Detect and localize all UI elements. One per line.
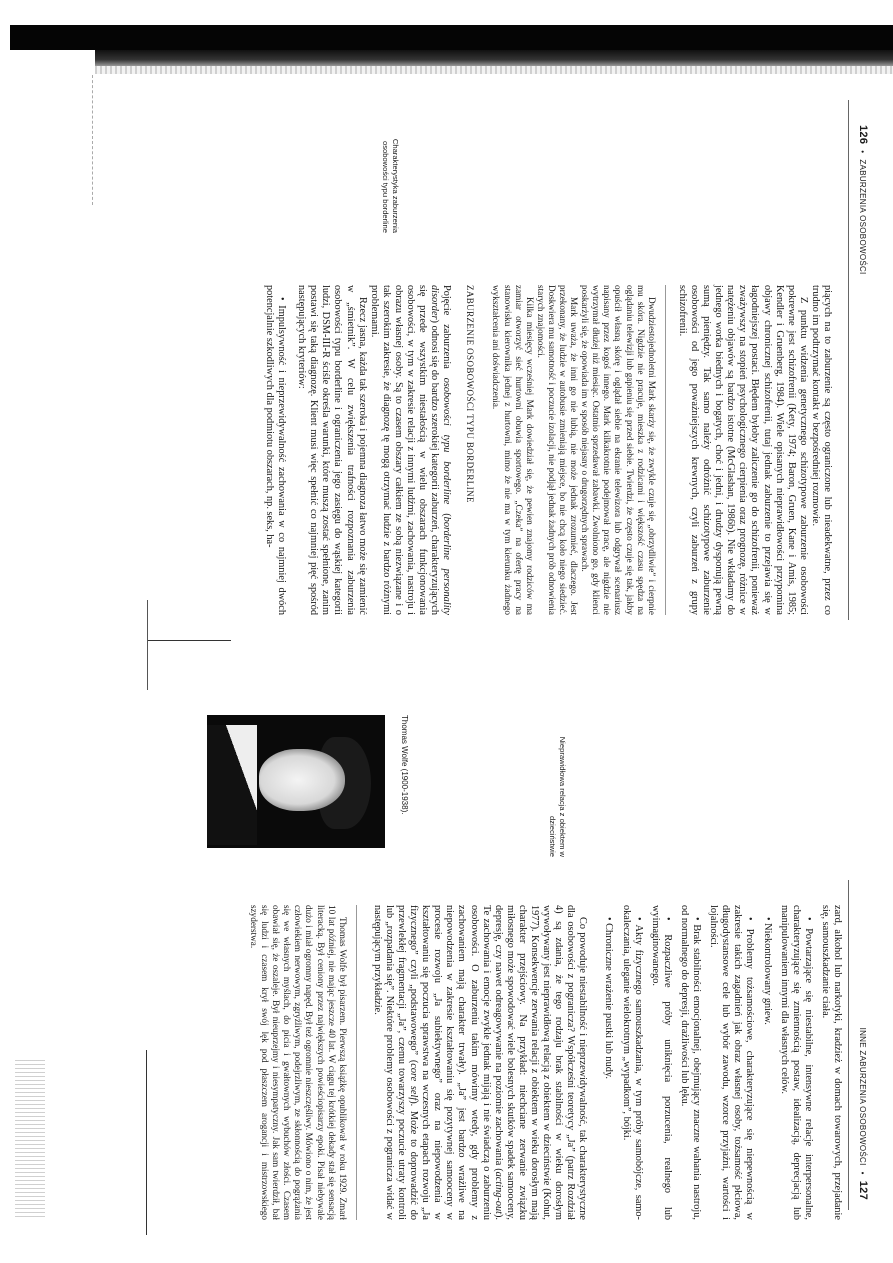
scanner-noise <box>95 66 893 74</box>
page-edge <box>146 1050 147 1235</box>
section-heading: ZABURZENIE OSOBOWOŚCI TYPU BORDERLINE <box>465 285 476 503</box>
header-rule <box>848 100 849 620</box>
margin-note: Charakterystyka zaburzenia osobowości typu borderline <box>381 138 400 233</box>
header-rule <box>848 880 849 1210</box>
criteria-item: • Impulsywność i nieprzewidywalność zachowania w co najmniej dwóch potencjalnie szkodliwych dla podmiotu obszarach, np. seks, ha- <box>263 285 288 615</box>
gutter-mark <box>147 640 231 641</box>
bullet-separator: • <box>858 1171 867 1175</box>
photo-collar <box>207 725 257 845</box>
text: Co powoduje niestabilność i nieprzewidywalność, tak charakterystyczne dla osobowości z pogranicza? Współcześni teoretycy „Ja” (patrz Rozdział 4) są zdania, że tego rodzaju brak stabilności w wieku dorosłym wywoływany jest nieprawidłową relacją z obiektem w dzieciństwie (Kohut, 1977). Konsekwencje zerwania relacji z obiektem w wieku dorosłym mają charakter przejściowy. Na przykład: niechciane zerwanie związku miłosnego może spowodować wiele bolesnych skutków spadek samooceny, depresję, czy nawet odreagowywanie na poziomie zachowania ( <box>492 905 589 1220</box>
paragraph: piących na to zaburzenie są często ograniczone lub nieadekwatne, przez co trudno im podtrzymać kontakt w bezpośredniej rozmowie. <box>809 285 833 615</box>
paragraph <box>368 285 453 615</box>
criteria-item: • Niekontrolowany gniew. <box>761 917 773 1025</box>
text: ) odnosi się do bardzo szerokiej kategorii zaburzeń, charakteryzujących się przede wszystkim niestałością w wielu obszarach funkcjonowania osobowości, w tym w zakresie relacji z innymi ludźmi, zachowania, nastroju i obrazu własnej osoby. Są to czasem obszary całkiem ze sobą niezwiązane i o tak szerokim zakresie, że diagnozę tę mogą otrzymać ludzie z bardzo różnymi problemami. <box>368 285 441 615</box>
term-italic: borderline personality disorder <box>429 285 453 615</box>
criteria-item: • Problemy tożsamościowe, charakteryzujące się niepewnością w zakresie takich zagadnień jak obraz własnej osoby, tożsamość płciowa, długodystansowe cele lub wybór zawodu, wzorce przyjaźni, wartości i lojalności. <box>708 905 756 1220</box>
running-head-title: ZABURZENIA OSOBOWOŚCI <box>858 159 867 275</box>
paragraph: Z punktu widzenia genetycznego schizotypowe zaburzenie osobowości pokrewne jest schizofrenii (Kety, 1974; Baron, Gruen, Kane i Amis, 1985; Kendler i Gruenberg, 1984). Wiele opisanych nieprawidłowości przypomina objawy chronicznej schizofrenii, tutaj jednak zaburzenie to przejawia się w łagodniejszej postaci. Błędem byłoby zaliczenie go do schizofrenii, ponieważ zważywszy na stopień psychologicznego cierpienia oraz prognozę, różnice w natężeniu objawów są bardzo istotne (McGlashan, 1986b). Nie wkładamy do jednego worka biednych i bogatych, choć i jedni, i drudzy dysponują pewną sumą pieniędzy. Tak samo należy odróżnić schizotypowe zaburzenie osobowości od jego poważniejszych krewnych, czyli zaburzeń z grupy schizofrenii. <box>676 285 809 615</box>
case-paragraph: Dwudziestojednoletni Mark skarży się, że zwykle czuje się „obrzydliwie” i cierpnie mu skóra. Nigdzie nie pracuje, mieszka z rodzicami i większość czasu spędza na oglądaniu telewizji lub gapieniu się przed siebie. Twierdzi, że często czuje się tak, jakby opuścił własną skórę i oglądał siebie na ekranie telewizora lub odgrywał scenariusz napisany przez kogoś innego. Mark kilkakrotnie podejmował pracę, ale nigdzie nie wytrzymał dłużej niż miesiąc. Ostatnio sprzedawał zabawki. Zwolniono go, gdy klienci poskarżyli się, że opowiada im w sposób niejasny o drugorzędnych sprawach. <box>580 285 657 615</box>
portrait-photo <box>207 715 385 848</box>
scanner-shadow <box>10 25 893 50</box>
case-study-box <box>490 285 665 615</box>
case-study-box <box>248 905 357 1220</box>
case-paragraph: Mark uważa, że inni go nie lubią, nie może jednak zrozumieć, dlaczego. Jest przekonany, że ludzie w autobusie zmieniają miejsce, bo nie chcą koło niego siedzieć. Doskwiera mu samotność i poczucie izolacji, nie podjął jednak żadnych prób odnowienia starych znajomości. <box>535 285 580 615</box>
criteria-item: • Brak stabilności emocjonalnej, obejmujący znaczne wahania nastroju, od normalnego do depresji, drażliwości lub lęku. <box>678 905 703 1220</box>
margin-note: Nieprawidłowa relacja z obiektem w dzieciństwie <box>548 736 567 857</box>
term-italic: acting-out <box>492 1171 504 1214</box>
text: Pojęcie zaburzenia <box>441 285 453 378</box>
scanner-shadow-gradient <box>95 50 893 66</box>
criteria-item: • Powtarzające się niestabilne, intensywne relacje interpersonalne, charakteryzujące się zmiennością postaw, idealizacją, deprecjacją lub manipulowaniem innymi dla własnych celów. <box>778 905 814 1220</box>
page-number: 126 <box>857 125 869 145</box>
case-paragraph: Thomas Wolfe był pisarzem. Pierwszą książkę opublikował w roku 1929. Zmarł 10 lat później, nie mając jeszcze 40 lat. W ciągu tej krótkiej dekady stał się sensacją literacką. Był ceniony przez największych powieściopisarzy epoki. Pisał niebywale dużo i miał ogromny napęd. Był też ogromnie nieszczęśliwy. Mówiono o nim, że jest człowiekiem nerwowym, zgryźliwym, podejrzliwym, ze skłonnością do pogrążania się we własnych myślach, do picia i gwałtownych wybuchów złości. Czasem obawiał się, że oszaleje. Był nieuprzejmy i niesympatyczny. Jak sam twierdził, bał się ludzi i czasem krył swój lęk pod płaszczem arogancji i mistrzowskiego szyderstwa. <box>248 905 348 1220</box>
paragraph <box>371 905 589 1220</box>
criteria-item: • Rozpaczliwe próby uniknięcia porzucenia, realnego lub wyimaginowanego. <box>649 905 673 1220</box>
page-number: 127 <box>857 1180 869 1200</box>
right-page-body <box>238 905 843 1220</box>
criteria-item: • Chroniczne wrażenie pustki lub nudy. <box>603 917 615 1079</box>
right-running-head <box>857 905 869 1200</box>
term-italic: osobowości typu borderline <box>441 377 453 505</box>
criteria-item: • Akty fizycznego samouszkadzania, w tym próby samobójcze, samo-okaleczania, uleganie wielokrotnym „wypadkom”, bójki. <box>620 905 644 1220</box>
text: ( <box>441 504 453 517</box>
left-page-body <box>263 285 833 615</box>
gutter-mark <box>147 600 148 690</box>
page-edge <box>92 75 93 205</box>
bleed-through <box>15 1060 45 1220</box>
case-paragraph: Kilka miesięcy wcześniej Mark dowiedział się, że pewien znajomy rodziców ma zamiar otworzyć sieć hurtowni obuwia sportowego. „Czeka” na ofertę pracy na stanowisku kierownika jednej z hurtowni, mimo że nie ma w tym kierunku żadnego wykształcenia ani doświadczenia. <box>491 285 535 615</box>
text: ). Może to doprowadzić do przewlekłej fragmentacji „Ja”, czemu towarzyszy poczucie utraty kontroli lub „rozpadania się”. Niektóre problemy osobowości z pogranicza widać w następującym przykładzie. <box>371 905 420 1220</box>
term-italic: core self <box>408 1063 420 1101</box>
photo-face <box>259 749 345 811</box>
running-head-title: INNE ZABURZENIA OSOBOWOŚCI <box>858 1027 867 1166</box>
bullet-separator: • <box>858 150 867 154</box>
photo-caption: Thomas Wolfe (1900-1938). <box>400 715 409 815</box>
text: ). Te zachowania i emocje zwykle jednak mijają i nie świadczą o zaburzeniu osobowości. O zaburzeniu takim mówimy wtedy, gdy problemy z zachowaniem mają charakter trwały). „Ja” jest bardzo wrażliwe na niepowodzenia w zakresie kształtowaniu się pozytywnej samooceny w procesie rozwoju „Ja subiektywnego” oraz na niepowodzenia w kształtowaniu się poczucia sprawstwa na wczesnych etapach rozwoju „Ja fizycznego” czyli „podstawowego” ( <box>408 905 504 1220</box>
left-running-head <box>857 125 869 275</box>
paragraph: Rzecz jasna, każda tak szeroka i pojemna diagnoza łatwo może się zamienić w „śmietnik”. W celu zwiększenia trafności rozpoznania zaburzenia osobowości typu borderline i ograniczenia jego zasięgu do wąskiej kategorii ludzi, DSM-III-R ściśle określa warunki, które muszą zostać spełnione, zanim postawi się taką diagnozę. Klient musi więc spełnić co najmniej pięć spośród następujących kryteriów: <box>296 285 368 615</box>
paragraph: zard, alkohol lub narkotyki, kradzież w domach towarowych, przejadanie się, samouszkadzanie ciała. <box>819 905 843 1220</box>
